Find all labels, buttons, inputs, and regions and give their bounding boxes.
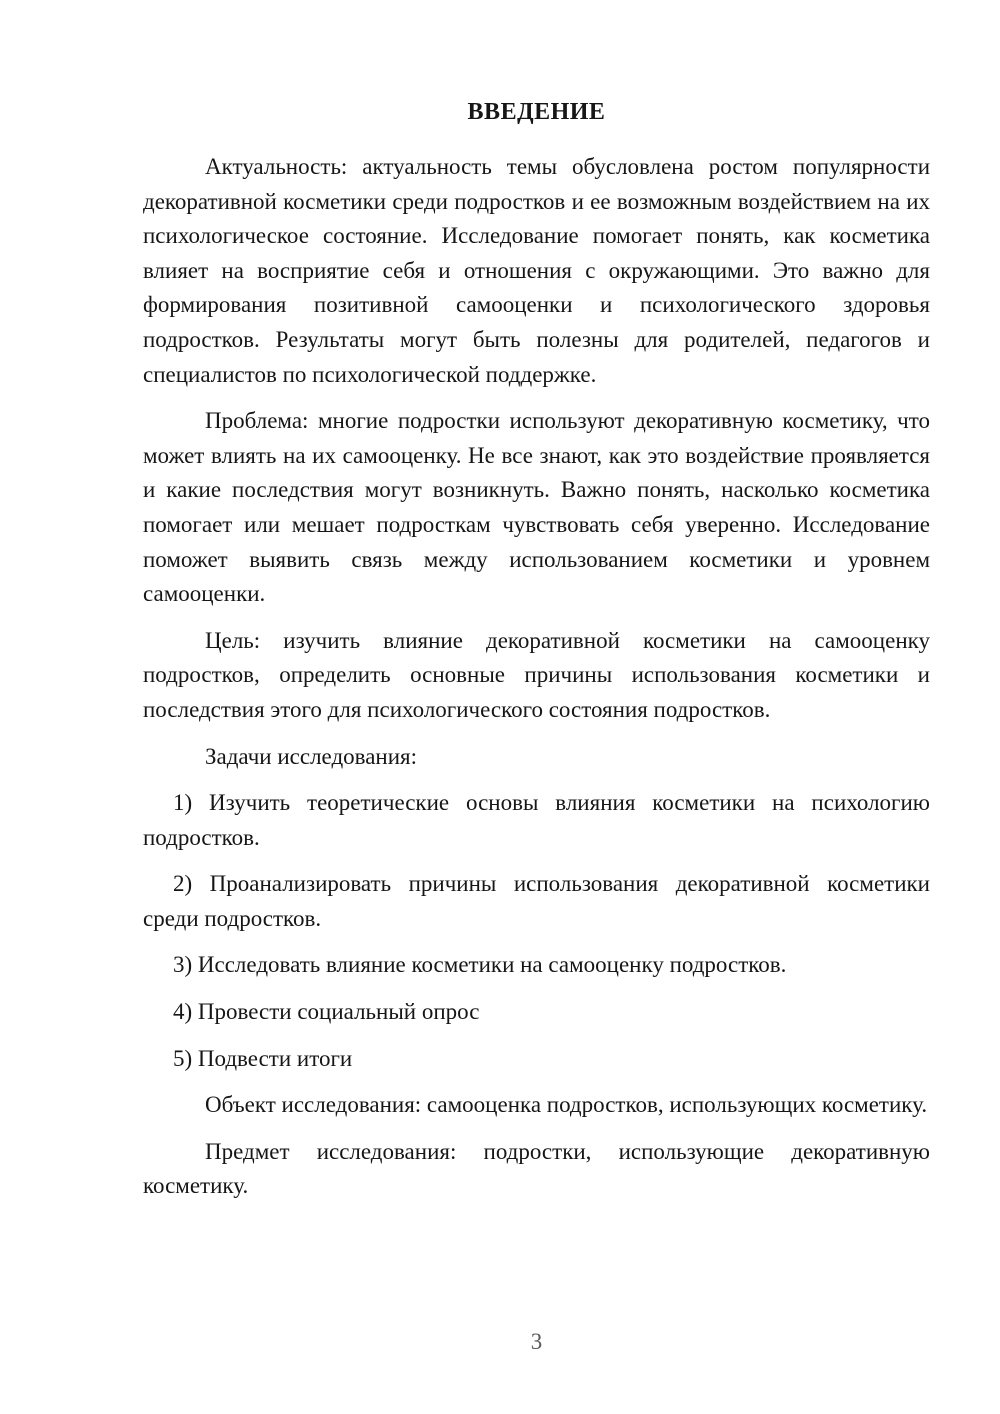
task-item-4: 4) Провести социальный опрос (173, 999, 480, 1025)
paragraph-object: Объект исследования: самооценка подростков, использующих косметику. (205, 1092, 928, 1118)
task-item-3: 3) Исследовать влияние косметики на самооценку подростков. (173, 952, 787, 978)
paragraph-goal: Цель: изучить влияние декоративной косметики на самооценку подростков, определить основные причины использования косметики и последствия этого для психологического состояния подростков. (143, 627, 930, 722)
page-number: 3 (530, 1329, 543, 1354)
paragraph-tasks-label: Задачи исследования: (205, 743, 418, 769)
paragraph-subject: Предмет исследования: подростки, использующие декоративную косметику. (143, 1138, 930, 1199)
document-heading: ВВЕДЕНИЕ (467, 99, 606, 125)
paragraph-relevance: Актуальность: актуальность темы обусловлена ростом популярности декоративной косметики среди подростков и ее возможным воздействием на их психологическое состояние. Исследование помогает понять, как косметика влияет на восприятие себя и отношения с окружающими. Это важно для формирования позитивной самооценки и психологического здоровья подростков. Результаты могут быть полезны для родителей, педагогов и специалистов по психологической поддержке. (143, 154, 930, 387)
task-item-5: 5) Подвести итоги (173, 1045, 353, 1071)
task-item-1: 1) Изучить теоретические основы влияния косметики на психологию подростков. (143, 790, 930, 850)
task-item-2: 2) Проанализировать причины использования декоративной косметики среди подростков. (143, 871, 930, 931)
paragraph-problem: Проблема: многие подростки используют декоративную косметику, что может влиять на их самооценку. Не все знают, как это воздействие проявляется и какие последствия могут возникнуть. Важно понять, насколько косметика помогает или мешает подросткам чувствовать себя уверенно. Исследование поможет выявить связь между использованием косметики и уровнем самооценки. (143, 408, 930, 607)
